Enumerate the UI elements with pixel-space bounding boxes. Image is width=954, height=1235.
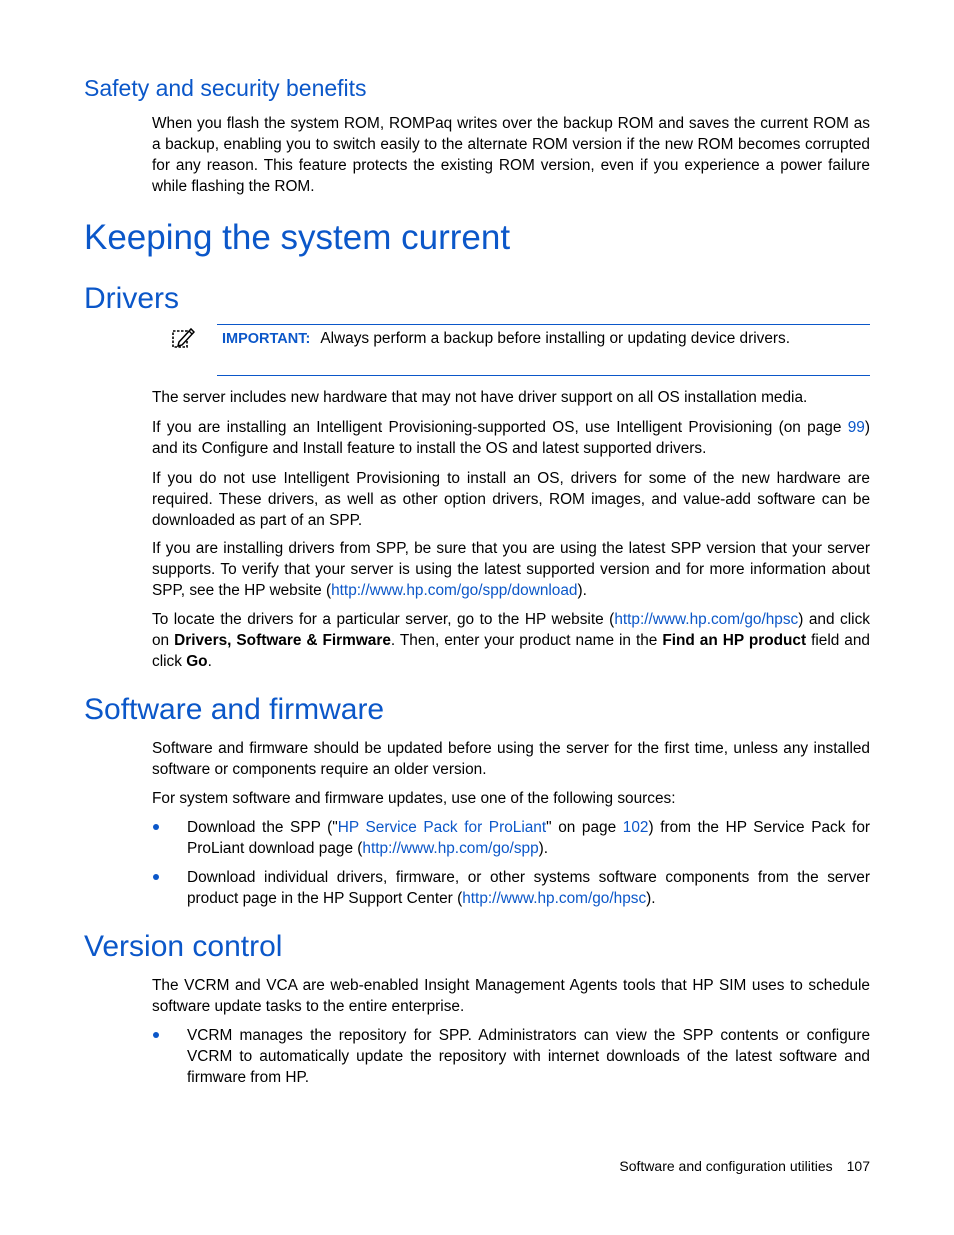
hpsc-link[interactable]: http://www.hp.com/go/hpsc xyxy=(614,611,799,628)
drivers-paragraph-1: The server includes new hardware that may not have driver support on all OS installation media. xyxy=(152,389,808,406)
important-bottom-rule xyxy=(217,375,870,376)
bullet-icon xyxy=(153,874,159,880)
spp-page-link[interactable]: http://www.hp.com/go/spp xyxy=(362,840,539,857)
version-paragraph-1: The VCRM and VCA are web-enabled Insight Management Agents tools that HP SIM uses to schedule software update tasks to the entire enterprise. xyxy=(152,977,870,1015)
drivers-paragraph-4: If you are installing drivers from SPP, be sure that you are using the latest SPP version that your server supports. To verify that your server is using the latest supported version and for more information about SPP, see the HP website (http://www.hp.com/go/spp/download). xyxy=(152,540,870,599)
software-bullet-2: Download individual drivers, firmware, or other systems software components from the server product page in the HP Support Center (http://www.hp.com/go/hpsc). xyxy=(187,869,870,907)
page-number: 107 xyxy=(846,1158,870,1174)
software-paragraph-2: For system software and firmware updates, use one of the following sources: xyxy=(152,790,676,807)
important-top-rule xyxy=(217,324,870,325)
section-heading-drivers: Drivers xyxy=(84,282,179,315)
software-bullet-1: Download the SPP ("HP Service Pack for ProLiant" on page 102) from the HP Service Pack for ProLiant download page (http://www.hp.com/go/spp). xyxy=(187,819,871,857)
drivers-paragraph-3: If you do not use Intelligent Provisioning to install an OS, drivers for some of the new hardware are required. These drivers, as well as other option drivers, ROM images, and value-add software can be downloaded as part of an SPP. xyxy=(152,470,870,529)
section-heading-safety: Safety and security benefits xyxy=(84,75,367,101)
safety-paragraph: When you flash the system ROM, ROMPaq writes over the backup ROM and saves the current ROM as a backup, enabling you to switch easily to the alternate ROM version if the new ROM becomes corrupted for any reason. This feature protects the existing ROM version, even if you experience a power failure while flashing the ROM. xyxy=(152,115,870,195)
page-link-99[interactable]: 99 xyxy=(847,419,865,436)
important-text: Always perform a backup before installing or updating device drivers. xyxy=(320,330,790,347)
page-footer xyxy=(619,1158,870,1174)
bullet-icon xyxy=(153,1032,159,1038)
hpsc-support-link[interactable]: http://www.hp.com/go/hpsc xyxy=(462,890,647,907)
section-heading-software: Software and firmware xyxy=(84,693,385,726)
section-heading-version: Version control xyxy=(84,930,283,963)
version-bullet-1: VCRM manages the repository for SPP. Administrators can view the SPP contents or configure VCRM to automatically update the repository with internet downloads of the latest software and firmware from HP. xyxy=(187,1027,870,1086)
important-note-icon xyxy=(171,327,195,349)
drivers-paragraph-2: If you are installing an Intelligent Provisioning-supported OS, use Intelligent Provisioning (on page 99) and its Configure and Install feature to install the OS and latest supported drivers. xyxy=(152,419,870,457)
footer-section-title: Software and configuration utilities xyxy=(619,1158,833,1174)
chapter-heading: Keeping the system current xyxy=(84,218,511,257)
important-label: IMPORTANT: xyxy=(222,331,311,347)
software-paragraph-1: Software and firmware should be updated before using the server for the first time, unless any installed software or components require an older version. xyxy=(152,740,870,778)
spp-download-link[interactable]: http://www.hp.com/go/spp/download xyxy=(331,582,578,599)
spp-link[interactable]: HP Service Pack for ProLiant xyxy=(337,819,547,836)
important-notice xyxy=(222,328,790,350)
bullet-icon xyxy=(153,824,159,830)
page-link-102[interactable]: 102 xyxy=(622,819,649,836)
drivers-paragraph-5: To locate the drivers for a particular server, go to the HP website (http://www.hp.com/go/hpsc) and click on Drivers, Software & Firmware. Then, enter your product name in the Find an HP product field and click Go. xyxy=(152,611,870,670)
